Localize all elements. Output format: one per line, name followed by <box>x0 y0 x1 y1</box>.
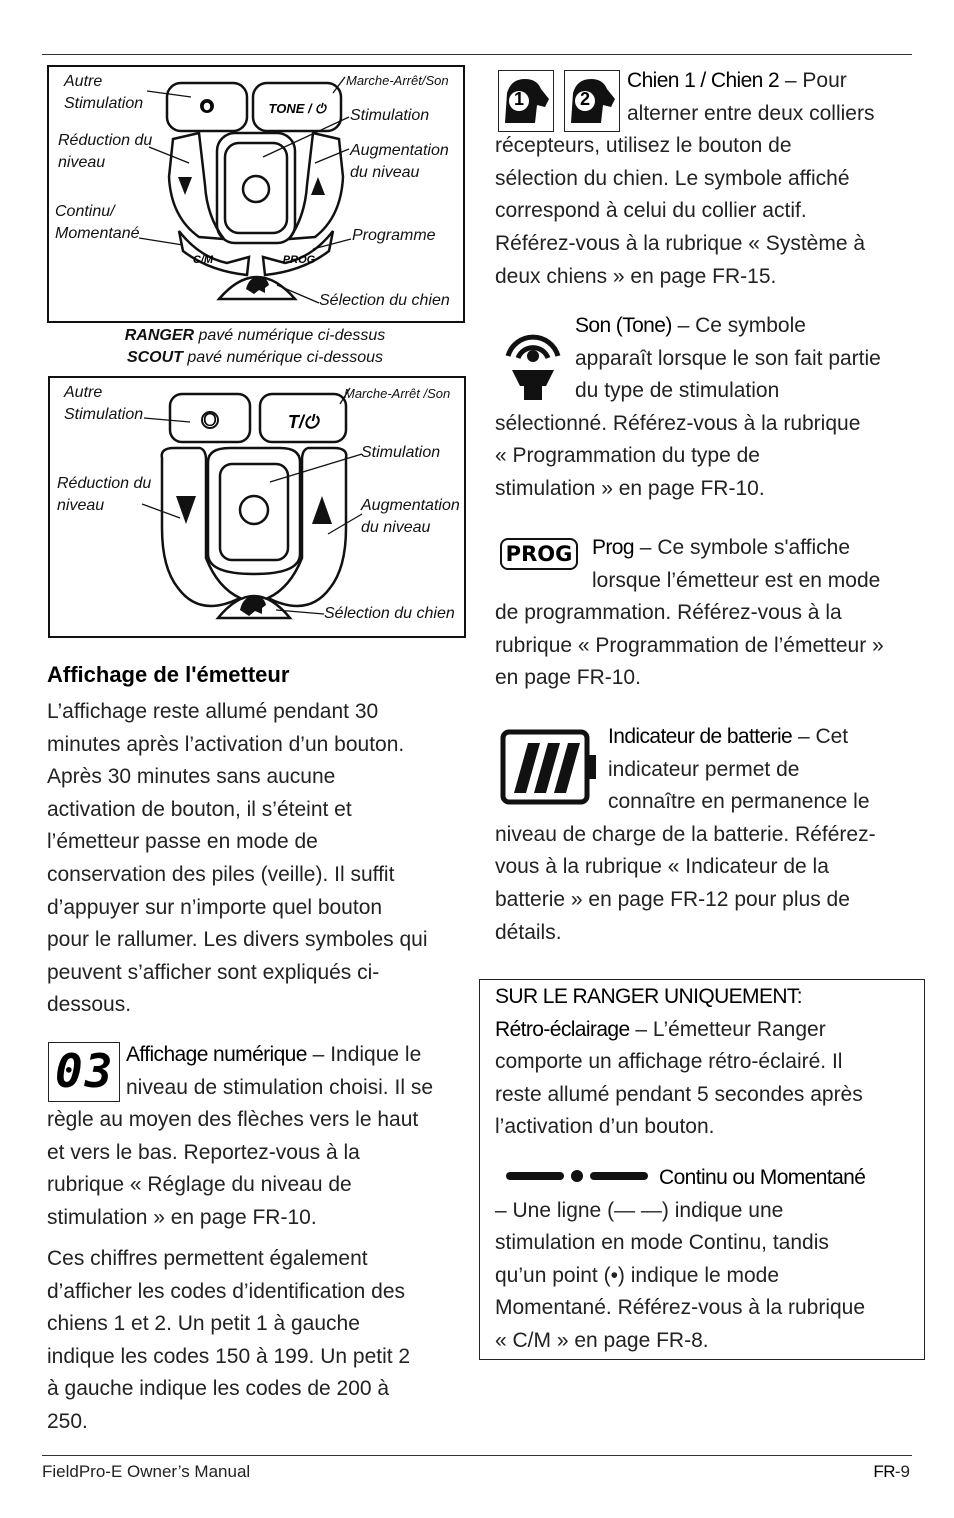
dog-1-number: 1 <box>513 89 524 109</box>
ranger-keypad-figure <box>47 65 465 323</box>
label-continu: Continu/ Momentané <box>55 203 140 242</box>
cm-button-label: C/M <box>192 254 214 266</box>
label-marche-arret: Marche-Arrêt/Son <box>346 73 449 88</box>
ranger-only-text: SUR LE RANGER UNIQUEMENT: Rétro-éclairage – L’émetteur Ranger comporte un affichage rétro-éclairé. Il reste allumé pendant 5 secondes après l’activation d’un bouton. <box>495 981 915 1144</box>
section-heading: Affichage de l'émetteur <box>47 662 290 687</box>
top-rule <box>42 54 912 55</box>
figure-caption-ranger: RANGER pavé numérique ci-dessus <box>124 327 386 344</box>
label-stimulation: Stimulation <box>361 444 441 461</box>
battery-paragraph: Indicateur de batterie – Cet indicateur permet de connaître en permanence le niveau de charge de la batterie. Référez- vous à la rubrique « Indicateur de la batterie » en page FR-12 pour plus de détails. <box>495 725 876 944</box>
cm-paragraph: Continu ou Momentané – Une ligne (— —) indique une stimulation en mode Continu, tandis qu’un point (•) indique le mode Momentané. Référez-vous à la rubrique « C/M » en page FR-8. <box>495 1166 866 1352</box>
numeric-paragraph: Affichage numérique – Indique le niveau de stimulation choisi. Il se règle au moyen des flèches vers le haut et vers le bas. Reportez-vous à la rubrique « Réglage du niveau de stimulation » en page FR-10. <box>47 1043 433 1229</box>
label-marche-arret: Marche-Arrêt /Son <box>344 386 451 401</box>
tone-button-label: T/⏻ <box>287 412 319 432</box>
other-stim-glyph: O <box>200 99 214 116</box>
label-stimulation: Stimulation <box>350 107 430 124</box>
bottom-rule <box>42 1455 912 1456</box>
label-reduction: Réduction du niveau <box>57 475 152 514</box>
label-selection: Sélection du chien <box>319 292 450 309</box>
other-stim-glyph: O <box>202 410 218 430</box>
dog-2-number: 2 <box>579 89 590 109</box>
numeric-display-digits: 03 <box>55 1044 115 1098</box>
label-selection: Sélection du chien <box>324 605 455 622</box>
label-reduction: Réduction du niveau <box>58 132 153 171</box>
label-augmentation: Augmentation du niveau <box>361 497 460 536</box>
page-number: FR-9 <box>873 1462 910 1481</box>
label-programme: Programme <box>352 227 436 244</box>
ranger-only-heading: SUR LE RANGER UNIQUEMENT: <box>495 985 803 1008</box>
scout-keypad-figure <box>48 376 466 638</box>
label-autre: Autre Stimulation <box>64 73 144 112</box>
figure-caption-scout: SCOUT pavé numérique ci-dessous <box>126 349 384 366</box>
label-augmentation: Augmentation du niveau <box>350 142 449 181</box>
footer-title: FieldPro-E Owner’s Manual <box>42 1462 251 1481</box>
dog-paragraph: Chien 1 / Chien 2 – Pour alterner entre deux colliers récepteurs, utilisez le bouton de sélection du chien. Le symbole affiché correspond à celui du collier actif. Référez-vous à la rubrique « Système à deux chiens » en page FR-15. <box>495 69 875 288</box>
stim-button <box>225 143 287 233</box>
prog-button-label: PROG <box>282 254 316 266</box>
label-autre: Autre Stimulation <box>64 384 144 423</box>
tone-button-label: TONE / ⏻ <box>268 101 326 116</box>
prog-badge-icon: PROG <box>500 538 578 570</box>
tone-paragraph: Son (Tone) – Ce symbole apparaît lorsque le son fait partie du type de stimulation sélectionné. Référez-vous à la rubrique « Programmation du type de stimulation » en page FR-10. <box>495 314 881 500</box>
prog-paragraph: Prog – Ce symbole s'affiche lorsque l’émetteur est en mode de programmation. Référez-vous à la rubrique « Programmation de l’émetteur » en page FR-10. <box>495 536 884 690</box>
codes-paragraph: Ces chiffres permettent également d’afficher les codes d’identification des chiens 1 et 2. Un petit 1 à gauche indique les codes 150 à 199. Un petit 2 à gauche indique les codes de 200 à 250. <box>47 1247 411 1433</box>
intro-paragraph: L’affichage reste allumé pendant 30 minutes après l’activation d’un bouton. Après 30 minutes sans aucune activation de bouton, il s’éteint et l’émetteur passe en mode de conservation des piles (veille). Il suffit d’appuyer sur n’importe quel bouton pour le rallumer. Les divers symboles qui peuvent s’afficher sont expliqués ci- dessous. <box>47 700 428 1017</box>
